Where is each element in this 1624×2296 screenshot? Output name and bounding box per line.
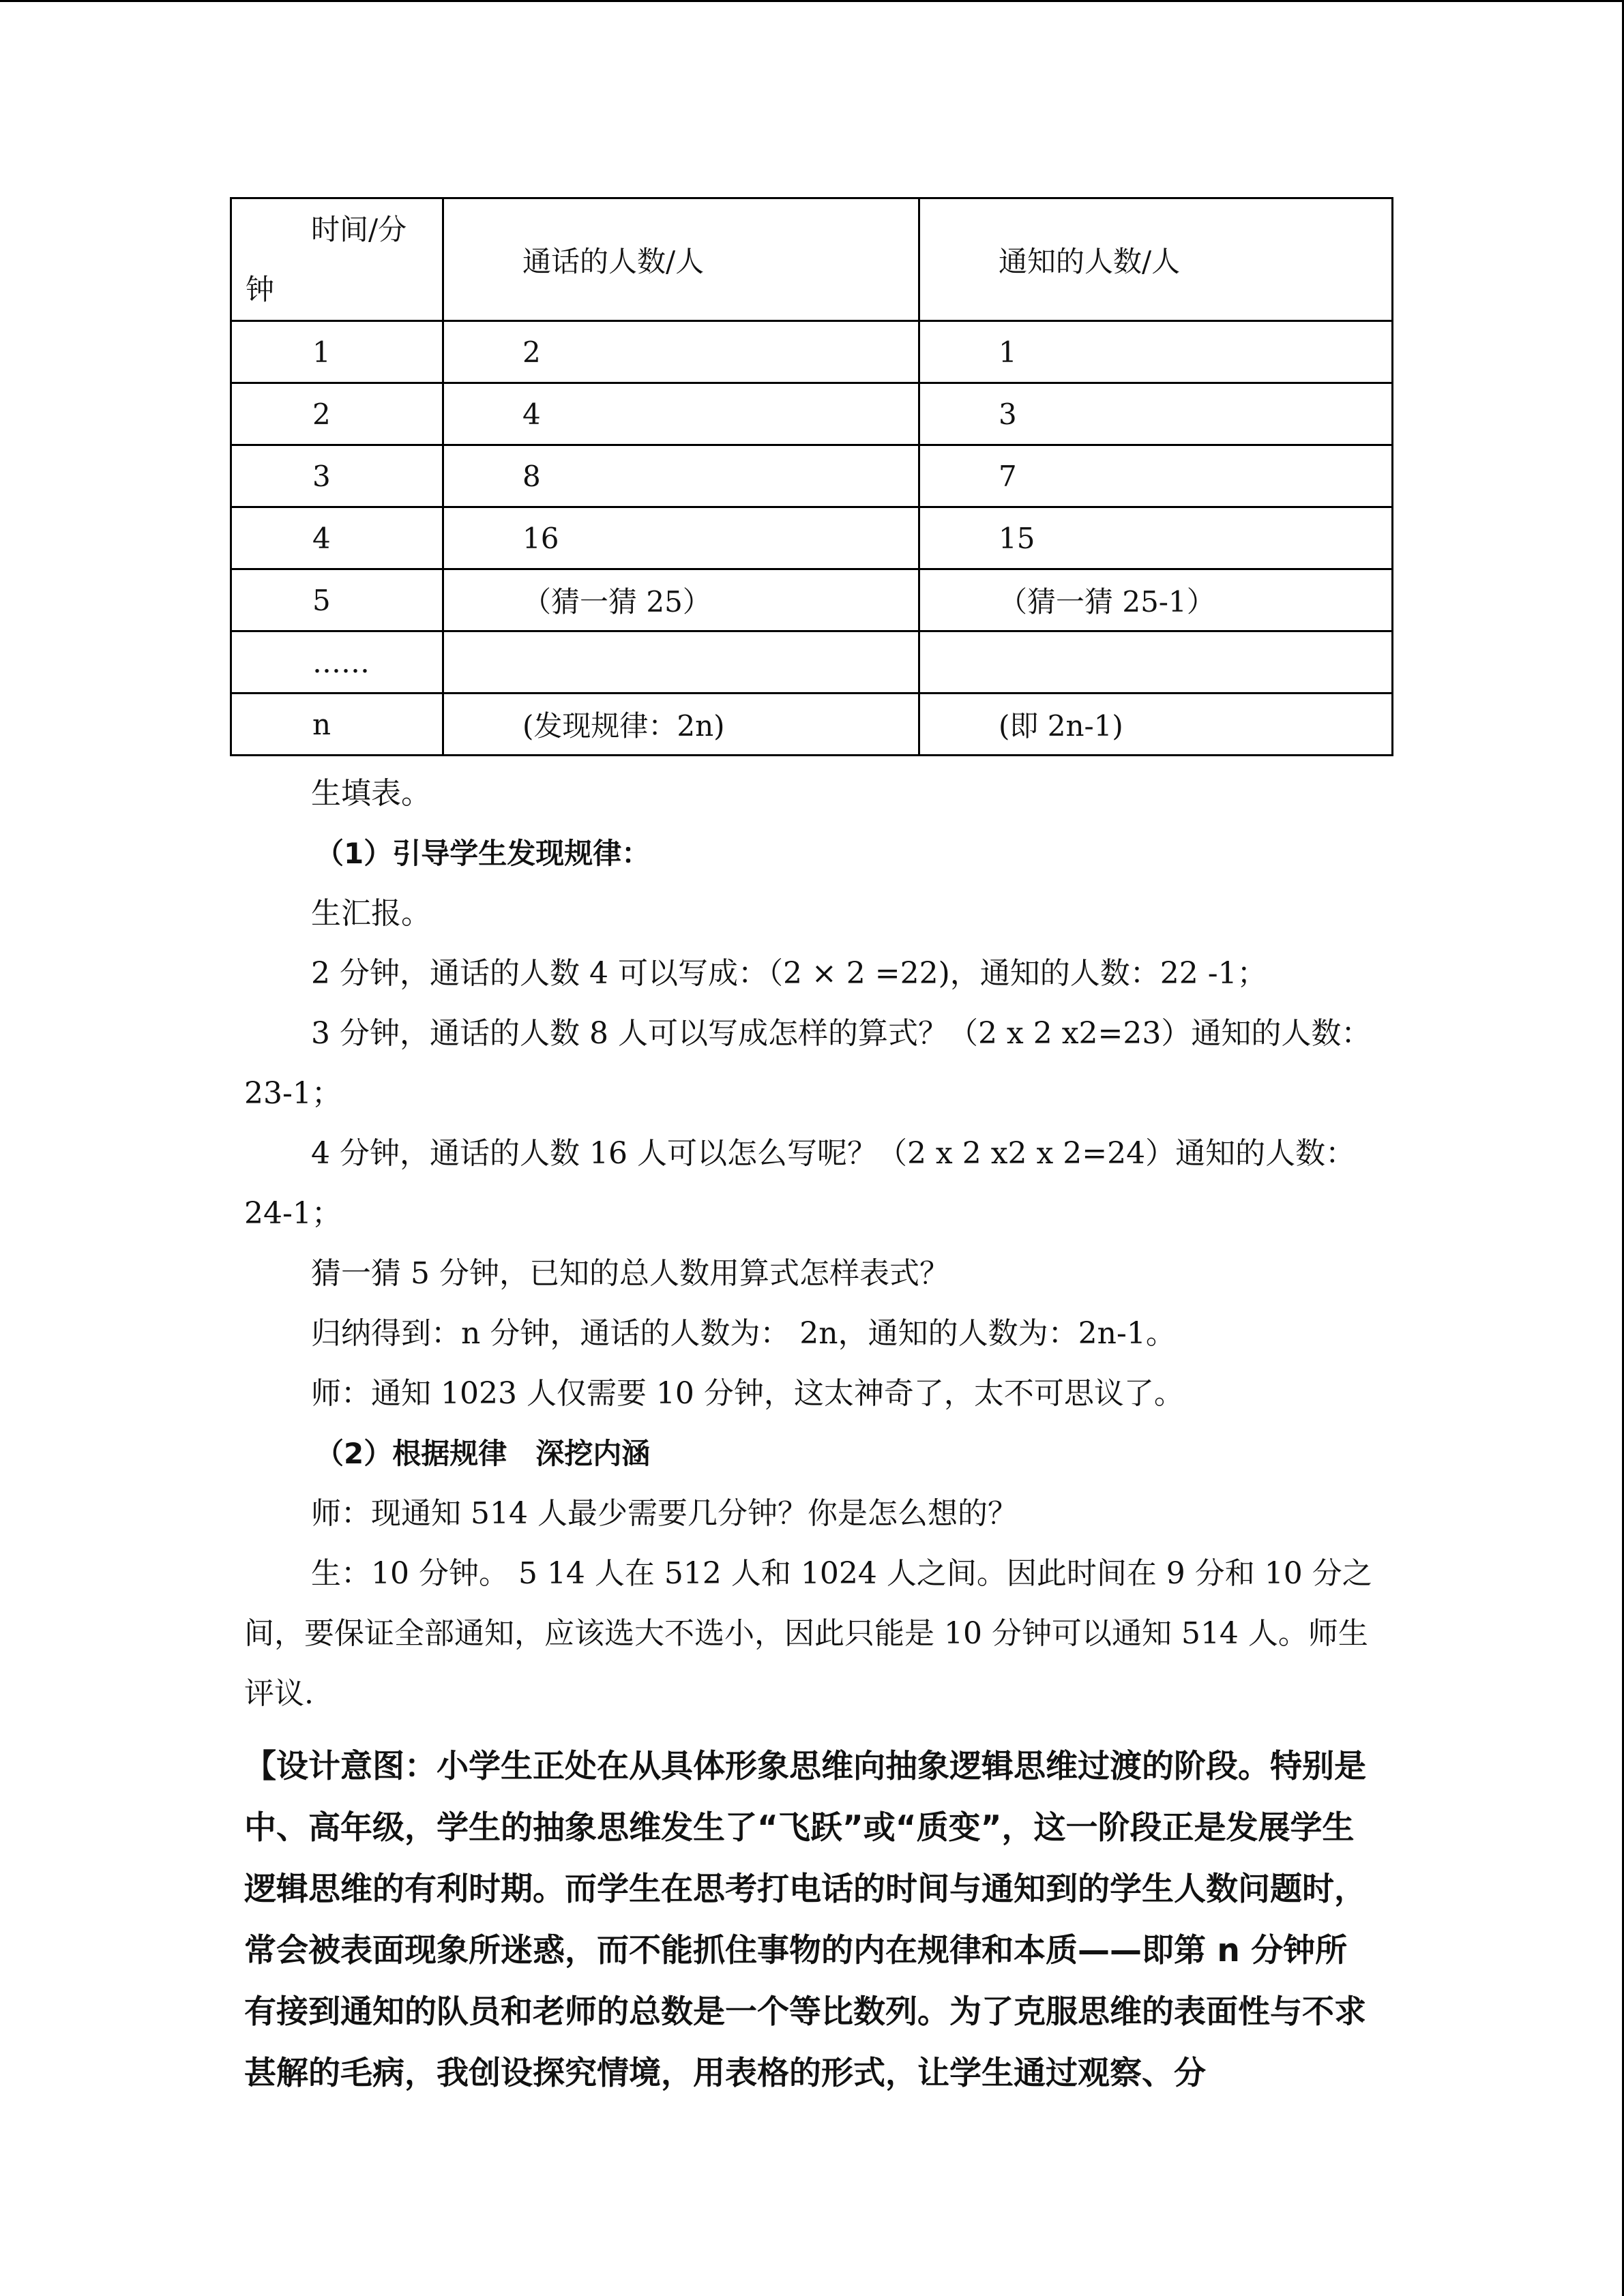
data-table <box>230 197 1393 756</box>
paragraph-student-answer: 生：10 分钟。 5 14 人在 512 人和 1024 人之间。因此时间在 9 分和 10 分之间，要保证全部通知，应该选大不选小，因此只能是 10 分钟可以通知 514 人。师生评议. <box>244 1556 1372 1711</box>
cell-callers: 16 <box>443 507 919 569</box>
table-row <box>231 631 1393 694</box>
cell-callers <box>443 631 919 694</box>
paragraph-teacher-2: 师：现通知 514 人最少需要几分钟？你是怎么想的？ <box>311 1496 1018 1531</box>
cell-callers: 8 <box>443 445 919 507</box>
paragraph-teacher-1: 师：通知 1023 人仅需要 10 分钟，这太神奇了，太不可思议了。 <box>311 1376 1184 1411</box>
cell-time: 5 <box>231 569 443 631</box>
cell-time: …… <box>231 631 443 694</box>
cell-time: 1 <box>231 321 443 383</box>
cell-time: 2 <box>231 383 443 445</box>
table-row <box>231 507 1393 569</box>
cell-time: 4 <box>231 507 443 569</box>
header-notified-cell: 通知的人数/人 <box>919 198 1393 321</box>
paragraph-fill-table: 生填表。 <box>311 776 431 811</box>
table-row <box>231 569 1393 631</box>
table-row <box>231 445 1393 507</box>
paragraph-4-minutes: 4 分钟，通话的人数 16 人可以怎么写呢？（2 x 2 x2 x 2=24）通知的人数：24-1； <box>244 1136 1356 1231</box>
cell-notified: （猜一猜 25-1） <box>919 569 1393 631</box>
header-time-line1: 时间/分 <box>311 212 407 246</box>
table-row <box>231 383 1393 445</box>
cell-callers: (发现规律：2n) <box>443 694 919 756</box>
paragraph-report: 生汇报。 <box>311 896 431 931</box>
header-time-line2: 钟 <box>246 272 275 306</box>
table-row <box>231 321 1393 383</box>
section-heading-1: （1）引导学生发现规律： <box>315 837 651 870</box>
cell-notified: (即 2n-1) <box>919 694 1393 756</box>
paragraph-summary: 归纳得到：n 分钟，通话的人数为： 2n，通知的人数为：2n-1。 <box>311 1316 1176 1351</box>
section-heading-2: （2）根据规律 深挖内涵 <box>315 1437 651 1470</box>
cell-notified <box>919 631 1393 694</box>
paragraph-guess-5-minutes: 猜一猜 5 分钟，已知的总人数用算式怎样表式？ <box>311 1256 949 1291</box>
body-text <box>244 764 1390 1724</box>
header-time-cell <box>231 198 443 321</box>
cell-notified: 1 <box>919 321 1393 383</box>
cell-notified: 15 <box>919 507 1393 569</box>
cell-time: n <box>231 694 443 756</box>
paragraph-3-minutes: 3 分钟，通话的人数 8 人可以写成怎样的算式？（2 x 2 x2=23）通知的人数：23-1； <box>244 1016 1372 1111</box>
cell-notified: 3 <box>919 383 1393 445</box>
header-callers-cell: 通话的人数/人 <box>443 198 919 321</box>
table-header-row <box>231 198 1393 321</box>
cell-time: 3 <box>231 445 443 507</box>
table-row <box>231 694 1393 756</box>
cell-callers: （猜一猜 25） <box>443 569 919 631</box>
cell-notified: 7 <box>919 445 1393 507</box>
paragraph-2-minutes: 2 分钟，通话的人数 4 可以写成：（2 × 2 =22)，通知的人数：22 -1； <box>311 956 1267 991</box>
cell-callers: 4 <box>443 383 919 445</box>
design-intent-note: 【设计意图：小学生正处在从具体形象思维向抽象逻辑思维过渡的阶段。特别是中、高年级，学生的抽象思维发生了“飞跃”或“质变”，这一阶段正是发展学生逻辑思维的有利时期。而学生在思考打电话的时间与通知到的学生人数问题时，常会被表面现象所迷惑，而不能抓住事物的内在规律和本质——即第 n 分钟所有接到通知的队员和老师的总数是一个等比数列。为了克服思维的表面性与不求甚解的毛病，我创设探究情境，用表格的形式，让学生通过观察、分 <box>244 1748 1366 2092</box>
cell-callers: 2 <box>443 321 919 383</box>
